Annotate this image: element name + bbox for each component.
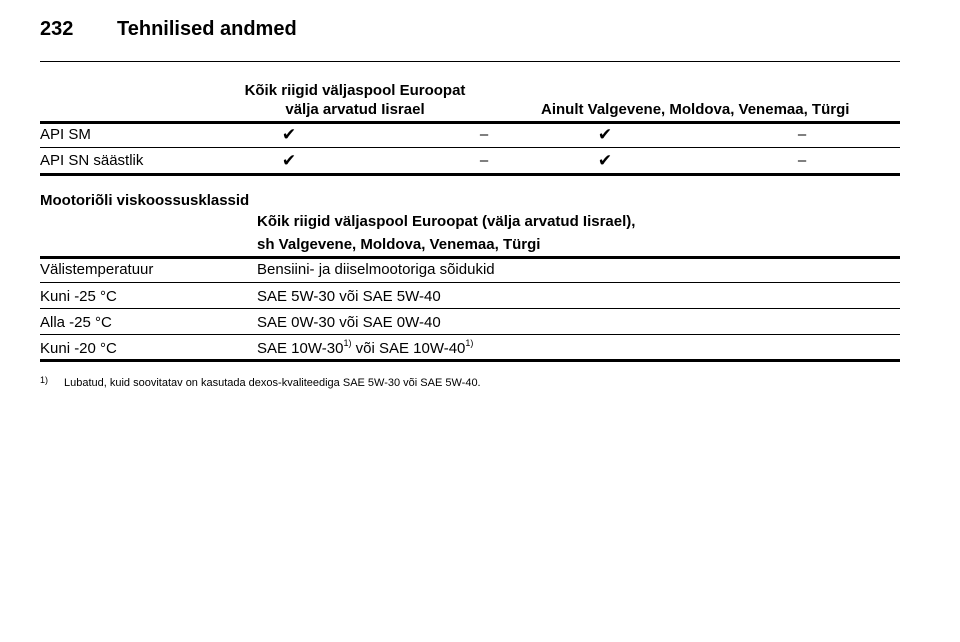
page-title: Tehnilised andmed [117,18,297,40]
oil-grade-a: SAE 10W-30 [257,340,344,357]
column-header-vehicles: Bensiini- ja diiselmootoriga sõidukid [257,261,495,278]
header-divider [40,61,900,62]
column-header-temperature: Välistemperatuur [40,261,154,278]
row-divider [40,147,900,148]
row-divider [40,308,900,309]
table2-bottom-rule [40,359,900,362]
dash-cell: – [797,126,807,143]
checkmark-icon: ✔ [597,125,613,144]
footnote-ref: 1) [343,338,352,348]
temperature-cell: Kuni -25 °C [40,288,117,305]
section-heading: Mootoriõli viskoossusklassid [40,192,250,209]
table2-header-rule [40,256,900,259]
checkmark-icon: ✔ [281,125,297,144]
oil-grade-b: või SAE 10W-40 [351,340,466,357]
table1-col1-header-line2: välja arvatud Iisrael [285,101,425,118]
table1-bottom-rule [40,173,900,176]
oil-grade-cell: SAE 5W-30 või SAE 5W-40 [257,288,441,305]
table1-header-rule [40,121,900,124]
checkmark-icon: ✔ [281,151,297,170]
footnote-text: Lubatud, kuid soovitatav on kasutada dexos-kvaliteediga SAE 5W-30 või SAE 5W-40. [64,377,481,389]
table2-header-line2: sh Valgevene, Moldova, Venemaa, Türgi [257,236,541,253]
table1-col1-header-line1: Kõik riigid väljaspool Euroopat [244,82,466,99]
dash-cell: – [479,152,489,169]
footnote-ref: 1) [465,338,474,348]
oil-grade-cell: SAE 0W-30 või SAE 0W-40 [257,314,441,331]
footnote-marker: 1) [40,375,49,385]
table2-header-line1: Kõik riigid väljaspool Euroopat (välja arvatud Iisrael), [257,213,636,230]
checkmark-icon: ✔ [597,151,613,170]
row-divider [40,282,900,283]
row-label: API SM [40,126,91,143]
temperature-cell: Alla -25 °C [40,314,112,331]
page-number: 232 [40,18,74,40]
oil-grade-cell [257,340,473,358]
dash-cell: – [797,152,807,169]
dash-cell: – [479,126,489,143]
table1-col2-header: Ainult Valgevene, Moldova, Venemaa, Türgi [541,101,850,118]
row-label: API SN säästlik [40,152,144,169]
row-divider [40,334,900,335]
temperature-cell: Kuni -20 °C [40,340,117,357]
